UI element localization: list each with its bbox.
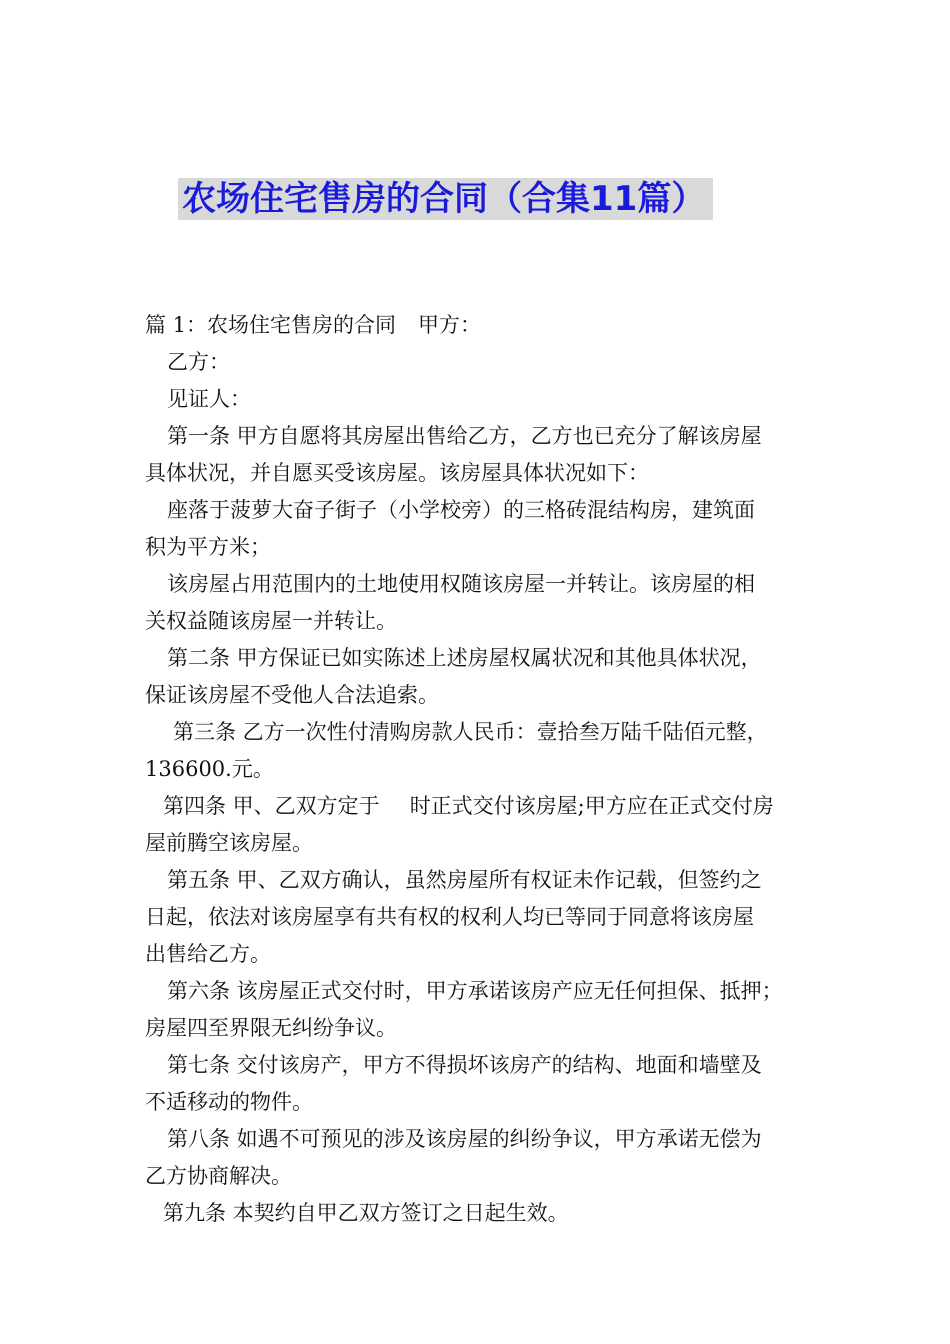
paragraph-line: [145, 788, 817, 825]
paragraph-line: 第二条 甲方保证已如实陈述上述房屋权属状况和其他具体状况，: [167, 646, 762, 670]
document-body: [145, 307, 817, 1232]
title-highlight: [178, 178, 713, 220]
paragraph-line: 房屋四至界限无纠纷争议。: [145, 1016, 397, 1040]
paragraph-line: 136600.元。: [145, 757, 274, 781]
paragraph-line: 不适移动的物件。: [145, 1090, 313, 1114]
paragraph-line: 乙方协商解决。: [145, 1164, 292, 1188]
party-a-label: 甲方：: [418, 313, 482, 337]
paragraph-line: 第三条 乙方一次性付清购房款人民币：壹拾叁万陆千陆佰元整，: [173, 720, 768, 744]
paragraph-line: 关权益随该房屋一并转让。: [145, 609, 397, 633]
paragraph-line: 第九条 本契约自甲乙双方签订之日起生效。: [163, 1201, 569, 1225]
paragraph-line: 积为平方米；: [145, 535, 271, 559]
heading-part: 篇 1：农场住宅售房的合同: [145, 313, 397, 337]
paragraph-line: 第六条 该房屋正式交付时，甲方承诺该房产应无任何担保、抵押；: [167, 979, 783, 1003]
clause-four-start: 第四条 甲、乙双方定于: [163, 794, 380, 818]
paragraph-line: 座落于菠萝大奋子街子（小学校旁）的三格砖混结构房，建筑面: [167, 498, 755, 522]
paragraph-line: 第八条 如遇不可预见的涉及该房屋的纠纷争议，甲方承诺无偿为: [167, 1127, 762, 1151]
party-b-label: 乙方：: [167, 350, 230, 374]
paragraph-line: 出售给乙方。: [145, 942, 271, 966]
paragraph-line: 第五条 甲、乙双方确认，虽然房屋所有权证未作记载，但签约之: [167, 868, 762, 892]
paragraph-line: 保证该房屋不受他人合法追索。: [145, 683, 439, 707]
paragraph-line: 第一条 甲方自愿将其房屋出售给乙方，乙方也已充分了解该房屋: [167, 424, 762, 448]
paragraph-line: 日起，依法对该房屋享有共有权的权利人均已等同于同意将该房屋: [145, 905, 754, 929]
paragraph-line: 第七条 交付该房产，甲方不得损坏该房产的结构、地面和墙壁及: [167, 1053, 762, 1077]
document-title: 农场住宅售房的合同（合集11篇）: [182, 179, 706, 219]
witness-label: 见证人：: [167, 387, 251, 411]
paragraph-line: [145, 307, 817, 344]
clause-four-end: 时正式交付该房屋;甲方应在正式交付房: [409, 794, 774, 818]
paragraph-line: 屋前腾空该房屋。: [145, 831, 313, 855]
paragraph-line: 该房屋占用范围内的土地使用权随该房屋一并转让。该房屋的相: [167, 572, 755, 596]
paragraph-line: 具体状况，并自愿买受该房屋。该房屋具体状况如下：: [145, 461, 649, 485]
